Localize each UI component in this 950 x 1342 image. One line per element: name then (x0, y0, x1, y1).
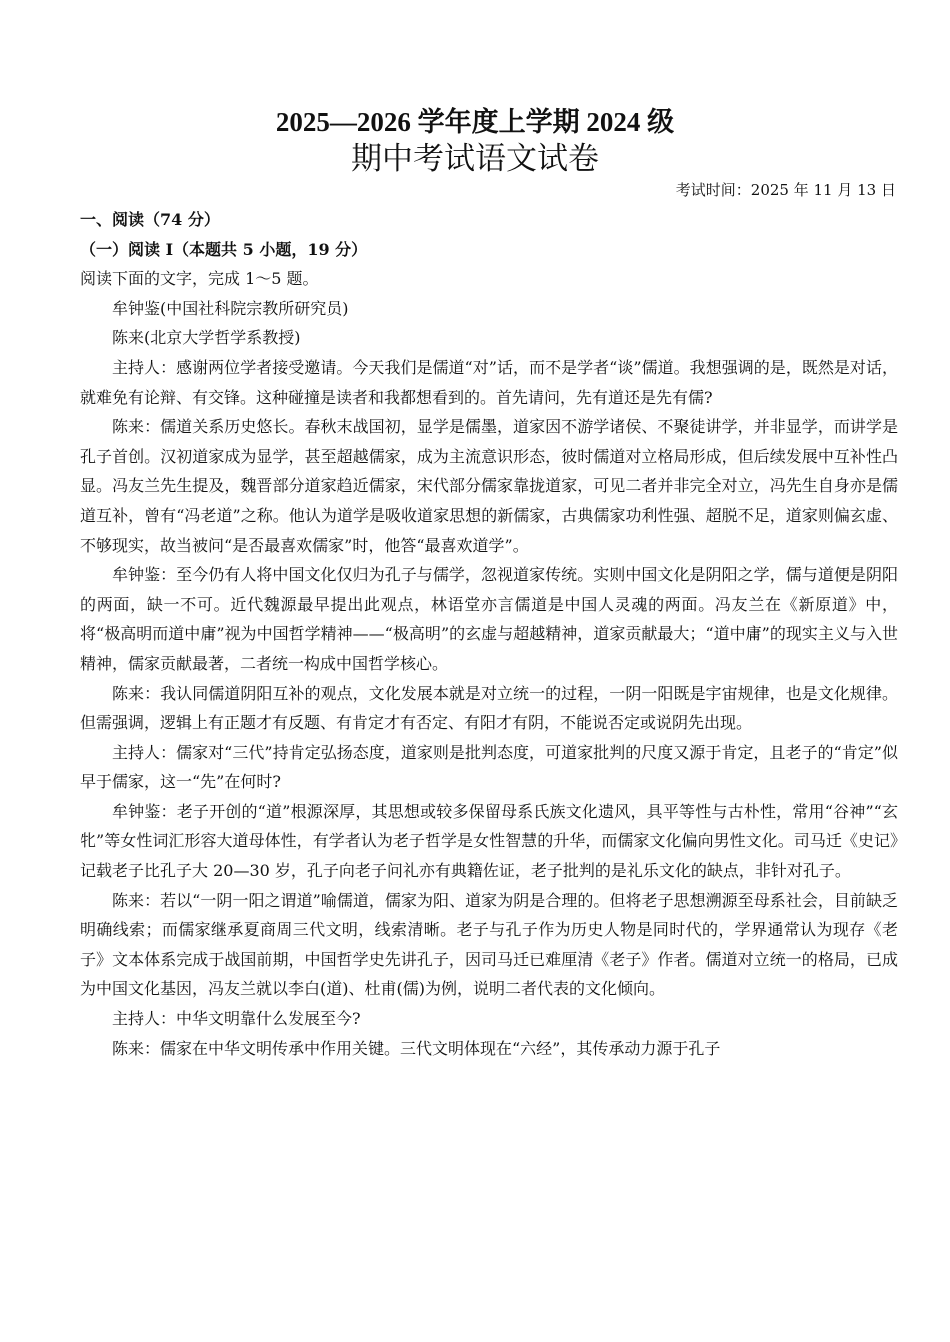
dialogue-paragraph: 陈来：儒道关系历史悠长。春秋末战国初，显学是儒墨，道家因不游学诸侯、不聚徒讲学，并非显学，而讲学是孔子首创。汉初道家成为显学，甚至超越儒家，成为主流意识形态，彼时儒道对立格局形成，但后续发展中互补性凸显。冯友兰先生提及，魏晋部分道家趋近儒家，宋代部分儒家靠拢道家，可见二者并非完全对立，冯先生自身亦是儒道互补，曾有“冯老道”之称。他认为道学是吸收道家思想的新儒家，古典儒家功利性强、超脱不足，道家则偏玄虚、不够现实，故当被问“是否最喜欢儒家”时，他答“最喜欢道学”。 (80, 417, 898, 555)
dialogue-paragraph: 主持人：儒家对“三代”持肯定弘扬态度，道家则是批判态度，可道家批判的尺度又源于肯定，且老子的“肯定”似早于儒家，这一“先”在何时? (80, 742, 898, 792)
dialogue-paragraph: 主持人：中华文明靠什么发展至今? (112, 1009, 361, 1029)
exam-time: 考试时间：2025 年 11 月 13 日 (675, 181, 896, 199)
exam-title-subject: 期中考试语文试卷 (351, 141, 599, 177)
guest-line: 牟钟鉴(中国社科院宗教所研究员) (112, 298, 349, 318)
dialogue-paragraph: 牟钟鉴：老子开创的“道”根源深厚，其思想或较多保留母系氏族文化遗风，具平等性与古朴性，常用“谷神”“玄牝”等女性词汇形容大道母体性，有学者认为老子哲学是女性智慧的升华，而儒家文化偏向男性文化。司马迁《史记》记载老子比孔子大 20—30 岁，孔子向老子问礼亦有典籍佐证，老子批判的是礼乐文化的缺点，非针对孔子。 (80, 801, 898, 881)
guest-line: 陈来(北京大学哲学系教授) (112, 328, 301, 348)
exam-title-year: 2025—2026 学年度上学期 2024 级 (275, 107, 675, 137)
dialogue-paragraph: 主持人：感谢两位学者接受邀请。今天我们是儒道“对”话，而不是学者“谈”儒道。我想强调的是，既然是对话，就难免有论辩、有交锋。这种碰撞是读者和我都想看到的。首先请问，先有道还是先有儒? (80, 357, 898, 407)
reading-section (80, 205, 898, 1063)
dialogue-paragraph: 陈来：我认同儒道阴阳互补的观点，文化发展本就是对立统一的过程，一阴一阳既是宇宙规律，也是文化规律。但需强调，逻辑上有正题才有反题、有肯定才有否定、有阳才有阴，不能说否定或说阴先出现。 (80, 683, 898, 733)
reading-instruction: 阅读下面的文字，完成 1～5 题。 (80, 269, 319, 289)
dialogue-paragraph: 牟钟鉴：至今仍有人将中国文化仅归为孔子与儒学，忽视道家传统。实则中国文化是阴阳之学，儒与道便是阴阳的两面，缺一不可。近代魏源最早提出此观点，林语堂亦言儒道是中国人灵魂的两面。冯友兰在《新原道》中，将“极高明而道中庸”视为中国哲学精神——“极高明”的玄虚与超越精神，道家贡献最大；“道中庸”的现实主义与入世精神，儒家贡献最著，二者统一构成中国哲学核心。 (80, 565, 898, 673)
dialogue-paragraph: 陈来：儒家在中华文明传承中作用关键。三代文明体现在“六经”，其传承动力源于孔子 (112, 1038, 721, 1058)
section-subheading: （一）阅读 I（本题共 5 小题，19 分） (80, 239, 368, 259)
section-heading: 一、阅读（74 分） (80, 210, 220, 229)
dialogue-paragraph: 陈来：若以“一阴一阳之谓道”喻儒道，儒家为阳、道家为阴是合理的。但将老子思想溯源至母系社会，目前缺乏明确线索；而儒家继承夏商周三代文明，线索清晰。老子与孔子作为历史人物是同时代的，学界通常认为现存《老子》文本体系完成于战国前期，中国哲学史先讲孔子，因司马迁已难厘清《老子》作者。儒道对立统一的格局，已成为中国文化基因，冯友兰就以李白(道)、杜甫(儒)为例，说明二者代表的文化倾向。 (80, 890, 898, 999)
